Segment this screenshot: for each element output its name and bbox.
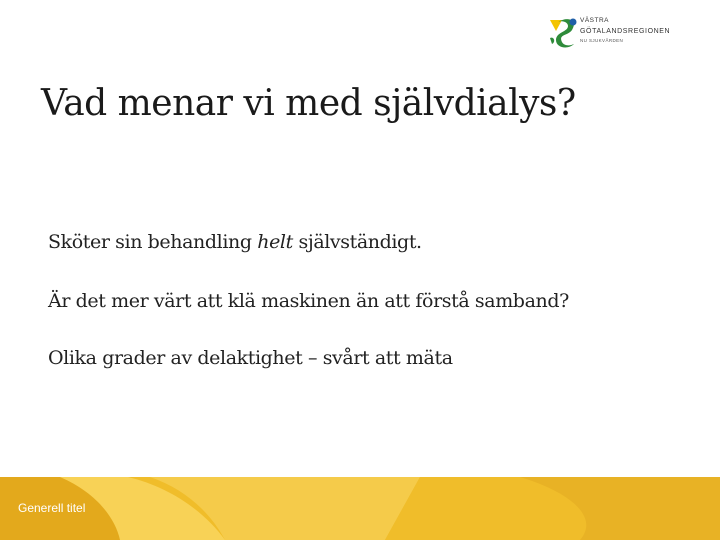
logo-text-line2: GÖTALANDSREGIONEN [580,28,671,35]
footer-band [0,477,720,540]
body-line-3: Olika grader av delaktighet – svårt att mäta [48,347,453,369]
slide-title: Vad menar vi med självdialys? [41,83,576,124]
vastra-gotalandsregionen-logo [548,16,688,48]
body-line-1-end: självständigt. [292,231,422,253]
logo-mark-icon [548,16,578,48]
logo-text-line1: VÄSTRA [580,17,610,24]
footer-wave-graphic [0,477,720,540]
body-line-2: Är det mer värt att klä maskinen än att förstå samband? [48,290,569,312]
logo-text-line3: NU SJUKVÅRDEN [580,38,624,43]
body-line-1-emphasis: helt [257,231,293,253]
footer-label: Generell titel [18,501,86,515]
body-line-1 [48,231,422,254]
body-line-1-start: Sköter sin behandling [48,231,258,253]
